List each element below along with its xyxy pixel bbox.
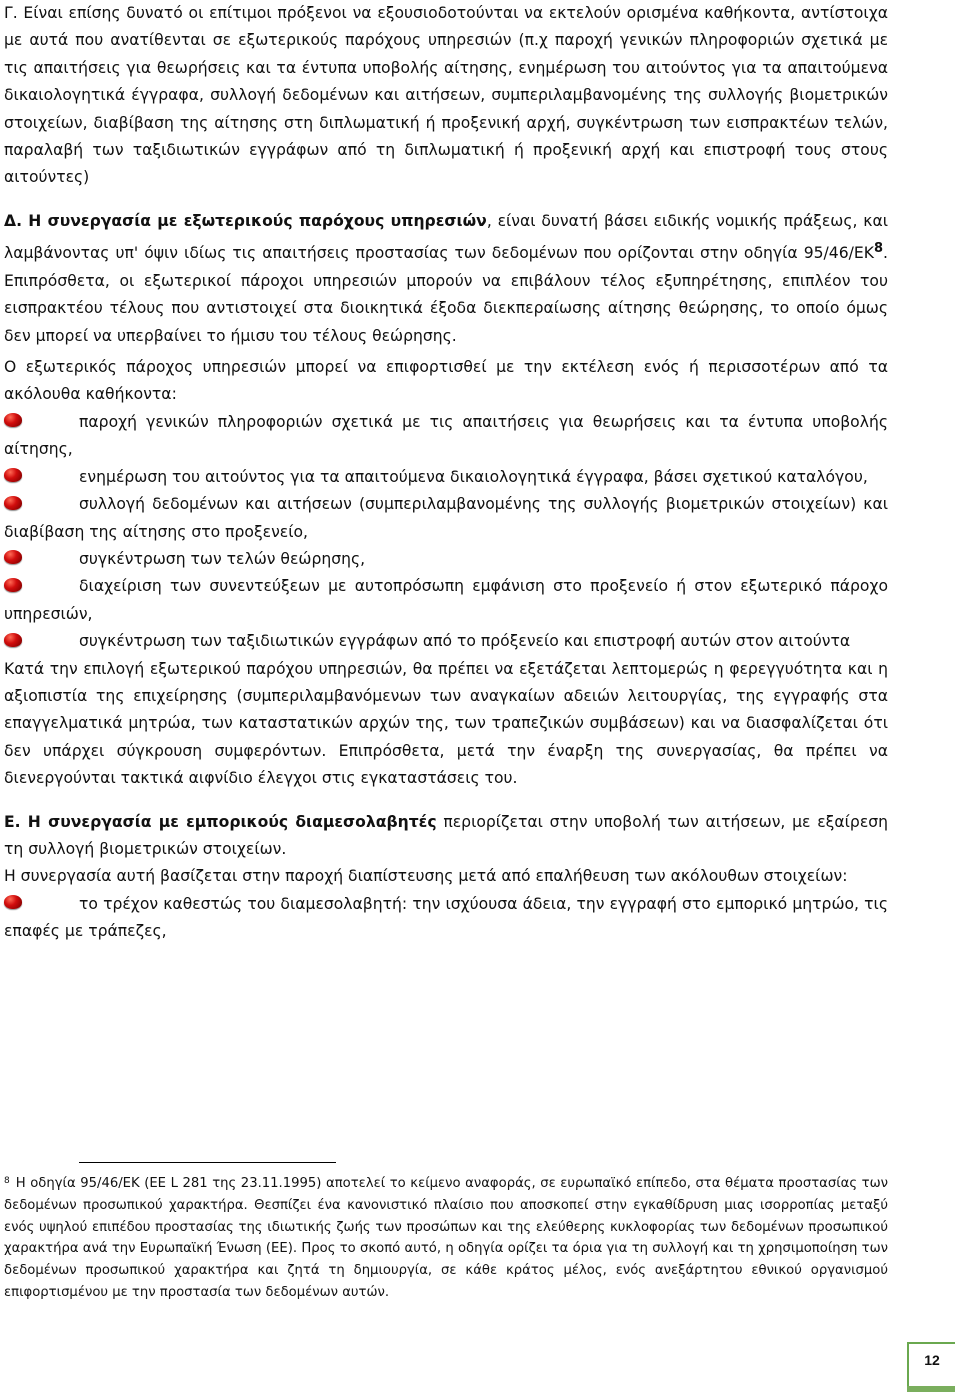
paragraph-e-basis: Η συνεργασία αυτή βασίζεται στην παροχή διαπίστευσης μετά από επαλήθευση των ακόλουθων στοιχείων: xyxy=(4,867,848,886)
bullet-icon xyxy=(4,415,79,429)
footnote-text: Η οδηγία 95/46/ΕΚ (ΕΕ L 281 της 23.11.1995) αποτελεί το κείμενο αναφοράς, σε ευρωπαϊκό επίπεδο, στα θέματα προστασίας των δεδομένων προσωπικού χαρακτήρα. Θεσπίζει ένα κανονιστικό πλαίσιο που αποσκοπεί στην εγκαθίδρυση μιας ισορροπίας μεταξύ ενός υψηλού επιπέδου προστασίας της ιδιωτικής ζωής των προσώπων και της ελεύθερης κυκλοφορίας των δεδομένων προσωπικού χαρακτήρα ανά την Ευρωπαϊκή Ένωση (ΕΕ). Προς το σκοπό αυτό, η οδηγία ορίζει τα όρια για τη συλλογή και τη χρησιμοποίηση των δεδομένων προσωπικού χαρακτήρα και ζητά τη δημιουργία, σε κάθε κράτος μέλος, ενός ανεξάρτητου εθνικού οργανισμού επιφορτισμένου με την προστασία των δεδομένων αυτών. xyxy=(4,1176,888,1300)
paragraph-d-prefix: Δ. Η xyxy=(4,211,48,230)
list-item xyxy=(4,573,888,628)
paragraph-d-end: . Επιπρόσθετα, οι εξωτερικοί πάροχοι υπηρεσιών μπορούν να επιβάλουν τέλος εξυπηρέτησης, επιπλέον του εισπρακτέου τέλους που αντιστοιχεί στα διοικητικά έξοδα διεκπεραίωσης αίτησης θεώρησης, το οποίο όμως δεν μπορεί να υπερβαίνει το ήμισυ του τέλους θεώρησης. xyxy=(4,244,888,345)
paragraph-d-bold: συνεργασία με εξωτερικούς παρόχους υπηρεσιών xyxy=(47,211,487,230)
paragraph-g: Γ. Είναι επίσης δυνατό οι επίτιμοι πρόξενοι να εξουσιοδοτούνται να εκτελούν ορισμένα καθήκοντα, αντίστοιχα με αυτά που ανατίθενται σε εξωτερικούς παρόχους υπηρεσιών (π.χ παροχή γενικών πληροφοριών σχετικά με τις απαιτήσεις για θεωρήσεις και τα έντυπα υποβολής αίτησης, ενημέρωση του αιτούντος για τα απαιτούμενα δικαιολογητικά έγγραφα, συλλογή δεδομένων και αιτήσεων, συμπεριλαμβανομένης της συλλογής βιομετρικών στοιχείων, διαβίβαση της αίτησης στη διπλωματική ή προξενική αρχή, συγκέντρωση των εισπρακτέων τελών, παραλαβή των ταξιδιωτικών εγγράφων από τη διπλωματική ή προξενική αρχή και επιστροφή τους στους αιτούντες) xyxy=(4,4,888,187)
bullet-icon xyxy=(4,470,79,484)
list-item xyxy=(4,464,888,491)
paragraph-d-intro xyxy=(4,208,888,350)
paragraph-e-prefix: Ε. Η xyxy=(4,812,49,831)
page-number-box xyxy=(907,1342,955,1386)
list-item-text: συγκέντρωση των τελών θεώρησης, xyxy=(79,549,366,568)
list-item-text: συγκέντρωση των ταξιδιωτικών εγγράφων από το πρόξενείο και επιστροφή αυτών στον αιτούντα xyxy=(79,632,851,651)
list-item-text: παροχή γενικών πληροφοριών σχετικά με τις απαιτήσεις για θεωρήσεις και τα έντυπα υποβολής αίτησης, xyxy=(4,412,888,459)
bullet-icon xyxy=(4,498,79,512)
paragraph-d-rest: , είναι δυνατή βάσει ειδικής νομικής πράξεως, και λαμβάνοντας υπ' όψιν ιδίως τις απαιτήσεις προστασίας των δεδομένων που ορίζονται στην οδηγία 95/46/ΕΚ xyxy=(4,211,889,263)
paragraph-d-selection: Κατά την επιλογή εξωτερικού παρόχου υπηρεσιών, θα πρέπει να εξετάζεται λεπτομερώς η φερεγγυότητα και η αξιοπιστία της επιχείρησης (συμπεριλαμβανόμενων των αναγκαίων αδειών λειτουργίας, της εγγραφής στα επαγγελματικά μητρώα, των καταστατικών αρχών της, των τραπεζικών συμβάσεων) και να διασφαλίζεται ότι δεν υπάρχει σύγκρουση συμφερόντων. Επιπρόσθετα, μετά την έναρξη της συνεργασίας, θα πρέπει να διενεργούνται τακτικά αιφνίδιο έλεγχοι στις εγκαταστάσεις του. xyxy=(4,659,888,788)
bullet-icon xyxy=(4,552,79,566)
page-number-accent-bar xyxy=(907,1386,955,1392)
bullet-icon xyxy=(4,897,79,911)
paragraph-d-tasks-intro: Ο εξωτερικός πάροχος υπηρεσιών μπορεί να επιφορτισθεί με την εκτέλεση ενός ή περισσοτέρων από τα ακόλουθα καθήκοντα: xyxy=(4,358,888,404)
footnote-number: 8 xyxy=(4,1176,10,1186)
footnote-separator xyxy=(79,1162,336,1163)
paragraph-e-rest: περιορίζεται στην υποβολή των αιτήσεων, με εξαίρεση τη συλλογή βιομετρικών στοιχείων. xyxy=(4,812,889,858)
list-item xyxy=(4,546,888,573)
list-item xyxy=(4,491,888,546)
list-item xyxy=(4,891,888,946)
bullet-icon xyxy=(4,580,79,594)
list-item-text: διαχείριση των συνεντεύξεων με αυτοπρόσωπη εμφάνιση στο προξενείο ή στον εξωτερικό πάροχο υπηρεσιών, xyxy=(4,577,888,623)
bullet-icon xyxy=(4,635,79,649)
list-item xyxy=(4,409,888,464)
list-item xyxy=(4,628,888,655)
paragraph-e-bold: συνεργασία με εμπορικούς διαμεσολαβητές xyxy=(48,812,437,831)
list-item-text: συλλογή δεδομένων και αιτήσεων (συμπεριλαμβανομένης της συλλογής βιομετρικών στοιχείων) και διαβίβαση της αίτησης στο προξενείο, xyxy=(4,495,888,541)
footnote xyxy=(4,1173,888,1304)
list-item-text: ενημέρωση του αιτούντος για τα απαιτούμενα δικαιολογητικά έγγραφα, βάσει σχετικού καταλόγου, xyxy=(79,467,868,486)
page-number: 12 xyxy=(924,1352,940,1368)
document-body xyxy=(4,0,888,946)
list-item-text: το τρέχον καθεστώς του διαμεσολαβητή: την ισχύουσα άδεια, την εγγραφή στο εμπορικό μητρώο, τις επαφές με τράπεζες, xyxy=(4,894,888,941)
paragraph-e-intro xyxy=(4,809,888,864)
footnote-ref[interactable]: 8 xyxy=(873,241,884,257)
